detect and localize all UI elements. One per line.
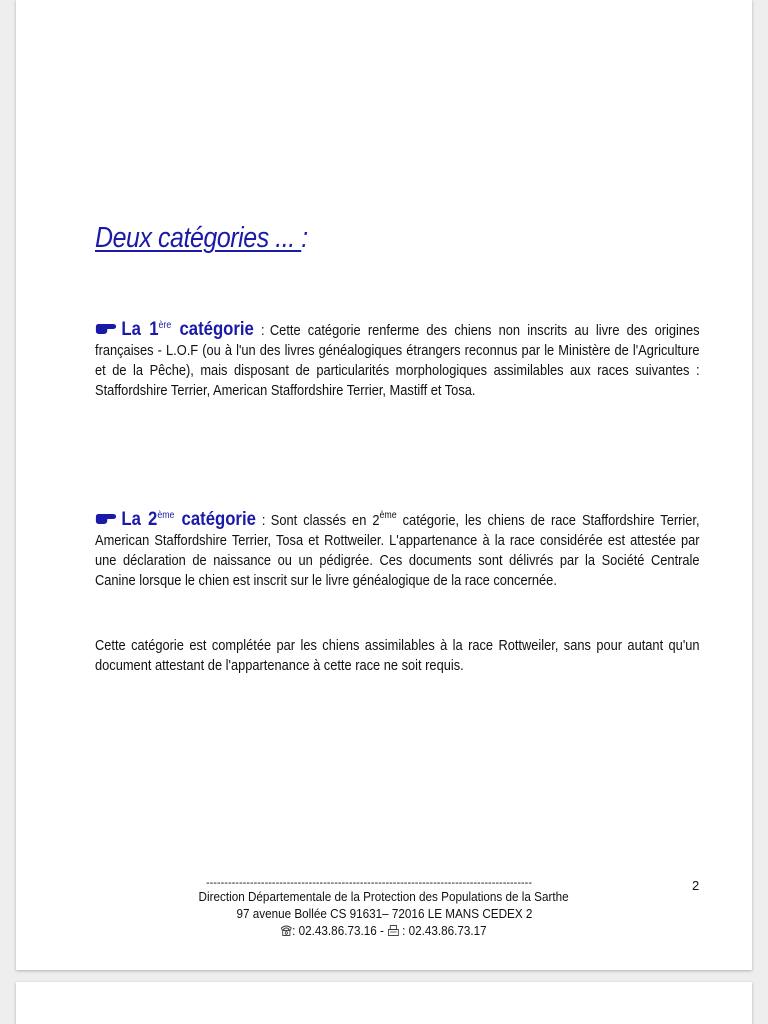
page-footer (16, 878, 752, 939)
page-title-colon: : (301, 222, 308, 254)
section-2-text-rest: catégorie, les chiens de race Staffordshire Terrier, American Staffordshire Terrier, Tosa et Rottweiler. L'appartenance à la race considérée est attestée par une déclaration de naissance ou un pédigrée. Ces documents sont délivrés par la Société Centrale Canine lorsque le chien est inscrit sur le livre généalogique de la race concernée. (95, 513, 700, 589)
next-document-page (16, 982, 752, 1024)
section-1-heading-prefix: La 1 (121, 319, 159, 340)
section-category-1 (95, 320, 700, 401)
section-1-heading-word: catégorie (179, 319, 254, 340)
telephone-icon (281, 925, 293, 936)
document-page (16, 0, 752, 970)
section-2-paragraph (95, 510, 700, 591)
footer-organisation: Direction Départementale de la Protection des Populations de la Sarthe (198, 889, 570, 904)
page-title (95, 222, 308, 255)
section-2-text-sup: ème (379, 510, 397, 521)
section-2-heading-prefix: La 2 (121, 509, 158, 530)
footer-line-2 (16, 905, 752, 922)
section-2-text-start: Sont classés en 2 (270, 513, 380, 529)
section-2-heading (121, 509, 255, 530)
footer-address: 97 avenue Bollée CS 91631– 72016 LE MANS CEDEX 2 (236, 906, 532, 921)
section-1-heading (121, 319, 253, 340)
page-title-text: Deux catégories ... (95, 222, 302, 254)
section-1-heading-colon: : (261, 323, 265, 339)
section-1-heading-sup: ère (158, 320, 172, 331)
footer-phone: : 02.43.86.73.16 - (292, 923, 388, 938)
fax-icon (388, 925, 400, 936)
footer-line-1 (16, 888, 752, 905)
section-2-heading-colon: : (261, 513, 266, 529)
section-1-paragraph (95, 320, 700, 401)
section-category-2-note (95, 636, 700, 676)
footer-line-3 (16, 922, 752, 939)
section-2-heading-word: catégorie (181, 509, 256, 530)
pointing-hand-icon (95, 322, 118, 336)
pointing-hand-icon (95, 512, 118, 526)
footer-separator: ----------------------------------------------------------------------------------------- (205, 877, 532, 889)
footer-fax: : 02.43.86.73.17 (399, 923, 488, 938)
section-2-paragraph-2: Cette catégorie est complétée par les chiens assimilables à la race Rottweiler, sans pour autant qu'un document attestant de l'appartenance à cette race ne soit requis. (95, 638, 700, 674)
page-number: 2 (692, 878, 700, 893)
footer-contact (281, 922, 487, 939)
section-2-heading-sup: ème (157, 510, 175, 521)
section-category-2 (95, 510, 700, 591)
section-1-text: Cette catégorie renferme des chiens non inscrits au livre des origines françaises - L.O.F (ou à l'un des livres généalogiques étrangers reconnus par le Ministère de l'Agriculture et de la Pêche), mais disposant de particularités morphologiques assimilables aux races suivantes : Staffordshire Terrier, American Staffordshire Terrier, Mastiff et Tosa. (95, 323, 700, 399)
